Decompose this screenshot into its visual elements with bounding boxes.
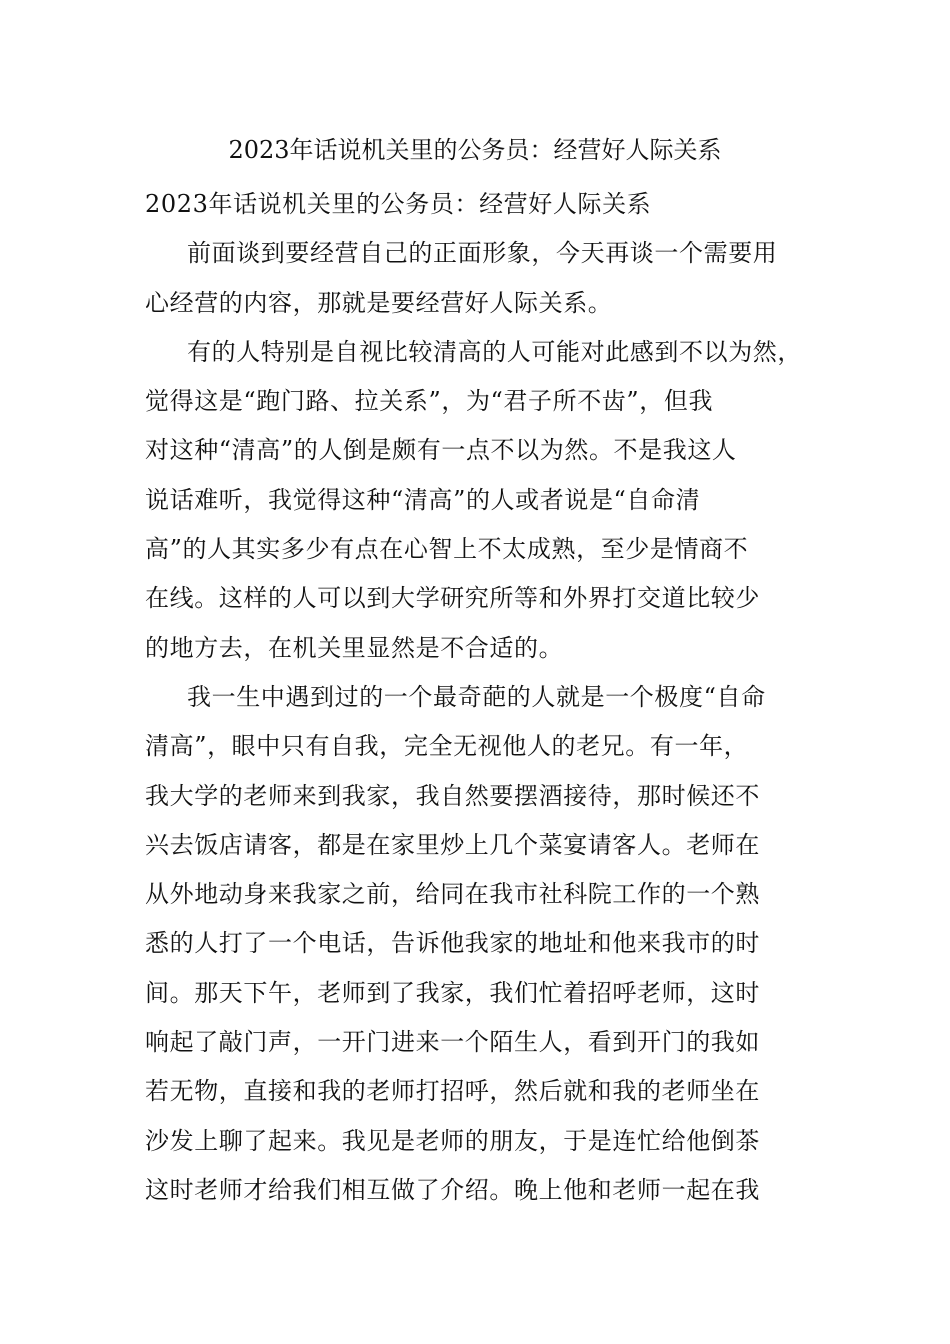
paragraph-line: 心经营的内容，那就是要经营好人际关系。: [145, 288, 613, 317]
paragraph-line: 高”的人其实多少有点在心智上不太成熟，至少是情商不: [145, 535, 749, 564]
paragraph-line: 响起了敲门声，一开门进来一个陌生人，看到开门的我如: [145, 1028, 760, 1057]
document-body: [145, 180, 815, 1215]
paragraph-line: 说话难听，我觉得这种“清高”的人或者说是“自命清: [145, 485, 701, 514]
paragraph-line: 从外地动身来我家之前，给同在我市社科院工作的一个熟: [145, 880, 760, 909]
paragraph-line: 对这种“清高”的人倒是颇有一点不以为然。不是我这人: [145, 436, 737, 465]
paragraph-line: 前面谈到要经营自己的正面形象，今天再谈一个需要用: [187, 239, 778, 268]
paragraph-line: 的地方去，在机关里显然是不合适的。: [145, 633, 564, 662]
document-title: 2023年话说机关里的公务员：经营好人际关系: [228, 136, 722, 164]
paragraph-line: 兴去饭店请客，都是在家里炒上几个菜宴请客人。老师在: [145, 830, 760, 859]
paragraph-line: 我一生中遇到过的一个最奇葩的人就是一个极度“自命: [187, 682, 766, 711]
paragraph-line: 有的人特别是自视比较清高的人可能对此感到不以为然，: [187, 337, 802, 366]
paragraph-line: 我大学的老师来到我家，我自然要摆酒接待，那时候还不: [145, 781, 760, 810]
paragraph-line: 清高”，眼中只有自我，完全无视他人的老兄。有一年，: [145, 732, 749, 761]
paragraph-line: 沙发上聊了起来。我见是老师的朋友，于是连忙给他倒茶: [145, 1126, 760, 1155]
paragraph-line: 在线。这样的人可以到大学研究所等和外界打交道比较少: [145, 584, 760, 613]
subtitle-line: 2023年话说机关里的公务员：经营好人际关系: [145, 190, 652, 218]
paragraph-line: 悉的人打了一个电话，告诉他我家的地址和他来我市的时: [145, 929, 760, 958]
paragraph-line: 觉得这是“跑门路、拉关系”，为“君子所不齿”，但我: [145, 387, 714, 416]
paragraph-line: 若无物，直接和我的老师打招呼，然后就和我的老师坐在: [145, 1077, 760, 1106]
paragraph-line: 间。那天下午，老师到了我家，我们忙着招呼老师，这时: [145, 978, 760, 1007]
paragraph-line: 这时老师才给我们相互做了介绍。晚上他和老师一起在我: [145, 1175, 760, 1204]
